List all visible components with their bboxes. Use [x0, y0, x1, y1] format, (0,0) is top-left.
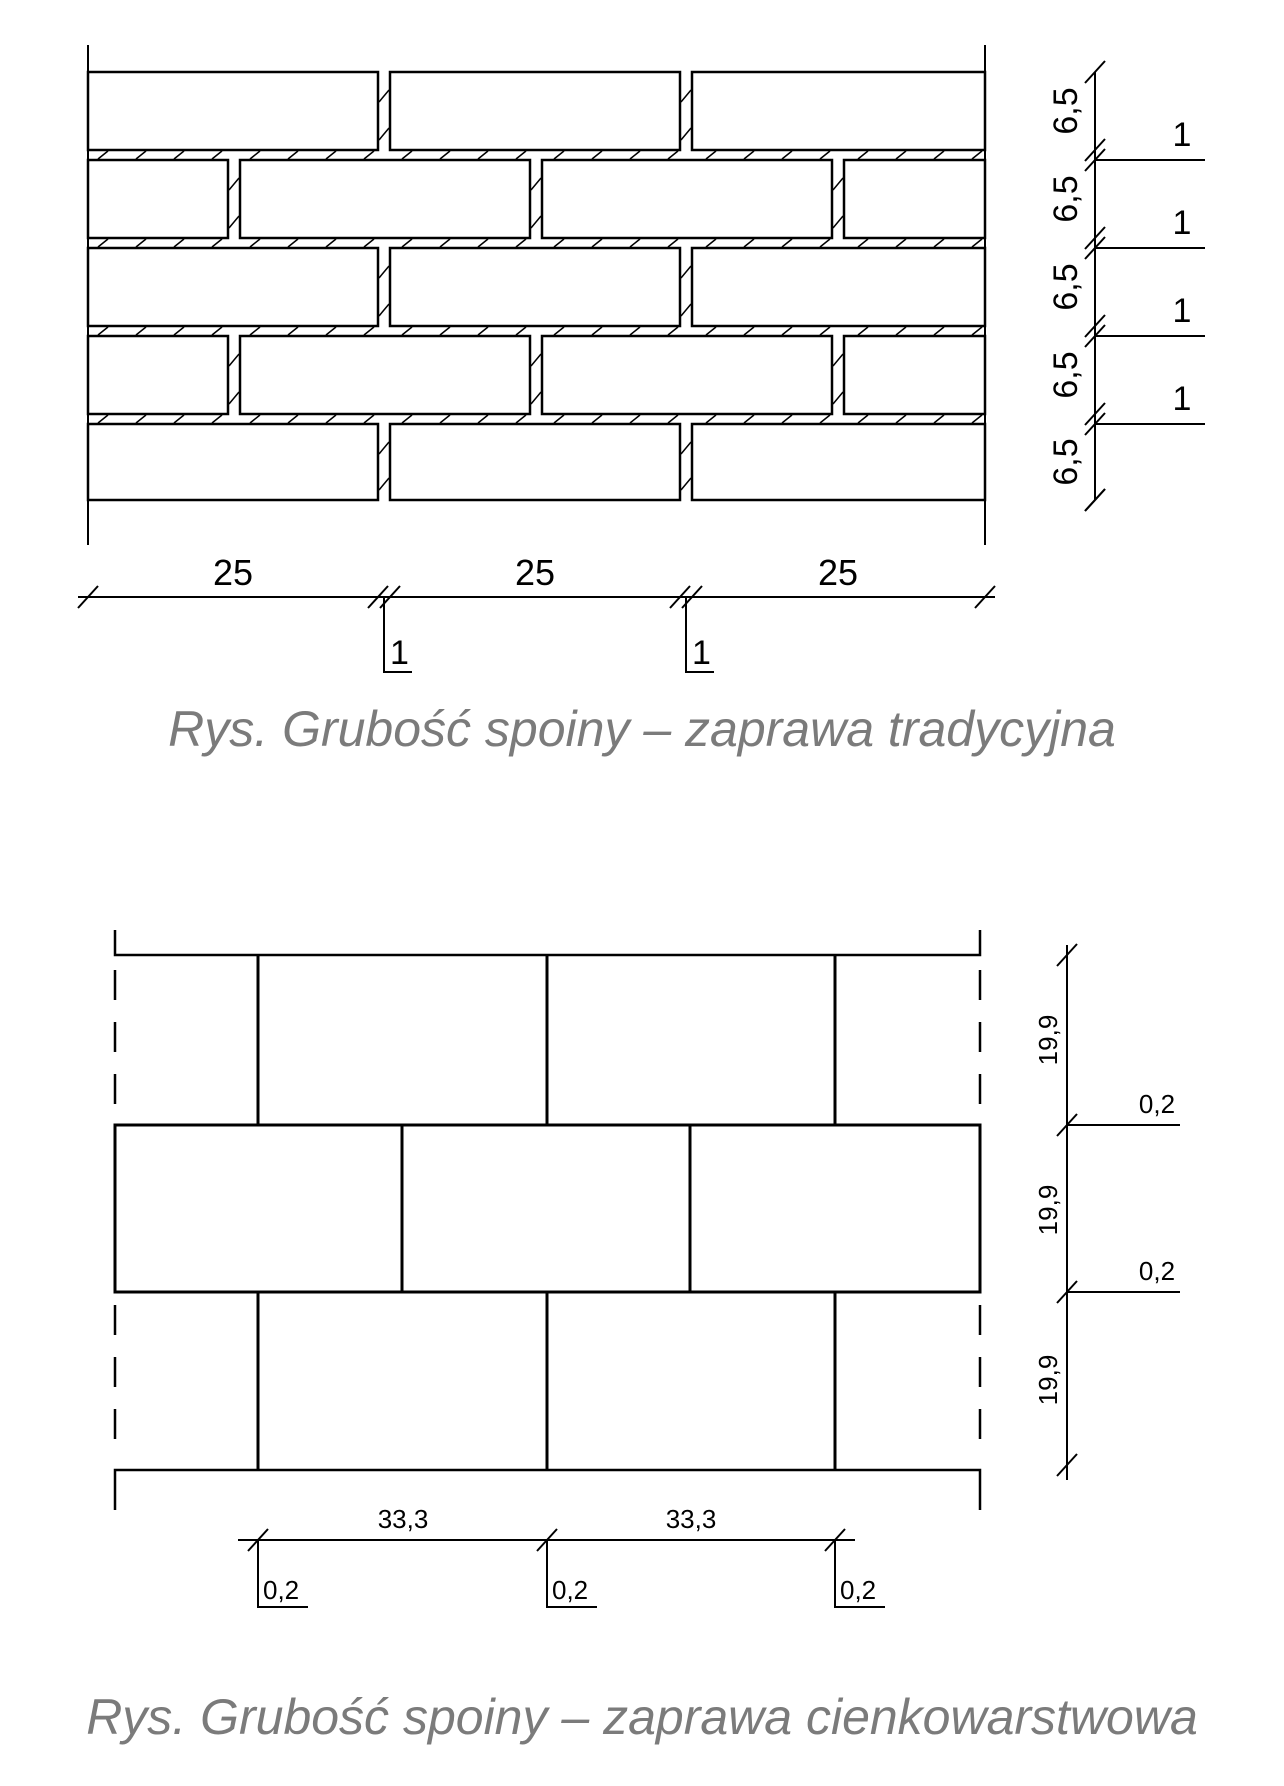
bed-joint-hatch [174, 151, 184, 159]
figure-traditional-mortar [0, 0, 1284, 780]
brick [390, 72, 680, 150]
bed-joint-hatch [820, 151, 830, 159]
head-joint-hatch [833, 354, 843, 366]
wall-bottom-edge [115, 1470, 980, 1510]
head-joint-hatch [531, 178, 541, 190]
bed-joint-hatch [706, 327, 716, 335]
bed-joint-hatch [972, 239, 982, 247]
joint-thickness-label: 1 [1172, 292, 1192, 330]
head-joint-hatch [681, 304, 691, 316]
bed-joint-hatch [554, 151, 564, 159]
bed-joint-hatch [478, 327, 488, 335]
bed-joint-hatch [934, 415, 944, 423]
bed-joint-hatch [820, 239, 830, 247]
bed-joint-hatch [744, 151, 754, 159]
bed-joint-hatch [820, 415, 830, 423]
block-length-label: 33,3 [377, 1504, 429, 1534]
bed-joint-hatch [896, 151, 906, 159]
bed-joint-hatch [98, 239, 108, 247]
bed-joint-hatch [668, 151, 678, 159]
block-course [115, 1125, 980, 1292]
bed-joint-hatch [554, 239, 564, 247]
bed-joint-hatch [326, 239, 336, 247]
block-height-label: 19,9 [1033, 1354, 1063, 1406]
bed-joint-hatch [744, 327, 754, 335]
bed-joint-hatch [136, 327, 146, 335]
bed-joint-hatch [972, 415, 982, 423]
brick [692, 424, 985, 500]
bed-joint-hatch [136, 415, 146, 423]
brick [390, 424, 680, 500]
bed-joint-hatch [592, 151, 602, 159]
bed-joint-hatch [706, 239, 716, 247]
bed-joint-hatch [516, 239, 526, 247]
head-joint-hatch [379, 266, 389, 278]
brick [844, 336, 985, 414]
bed-joint-hatch [554, 327, 564, 335]
bed-joint-hatch [782, 327, 792, 335]
brick-height-label: 6,5 [1047, 263, 1085, 311]
bed-joint-hatch [668, 327, 678, 335]
brick-height-label: 6,5 [1047, 351, 1085, 399]
joint-thickness-label: 1 [1172, 204, 1192, 242]
brick [692, 248, 985, 326]
brick-height-label: 6,5 [1047, 175, 1085, 223]
head-joint-hatch [229, 354, 239, 366]
bed-joint-hatch [744, 239, 754, 247]
bed-joint-hatch [630, 151, 640, 159]
brick-length-label: 25 [212, 552, 254, 593]
bed-joint-hatch [136, 151, 146, 159]
bed-joint-hatch [668, 415, 678, 423]
head-joint-hatch [229, 392, 239, 404]
bed-joint-hatch [706, 415, 716, 423]
brick-height-label: 6,5 [1047, 87, 1085, 135]
brick [390, 248, 680, 326]
bed-joint-hatch [858, 327, 868, 335]
bed-joint-hatch [98, 327, 108, 335]
bed-joint-hatch [516, 415, 526, 423]
bed-joint-hatch [288, 415, 298, 423]
bed-joint-hatch [364, 239, 374, 247]
bed-joint-hatch [554, 415, 564, 423]
bed-joint-hatch [934, 239, 944, 247]
bed-joint-hatch [402, 327, 412, 335]
bed-joint-hatch [592, 415, 602, 423]
head-joint-hatch [833, 216, 843, 228]
bed-joint-hatch [288, 327, 298, 335]
joint-thickness-label: 1 [390, 634, 409, 672]
head-joint-hatch [379, 128, 389, 140]
bed-joint-hatch [630, 415, 640, 423]
bed-joint-hatch [516, 151, 526, 159]
brick-length-label: 25 [514, 552, 556, 593]
brick [240, 160, 530, 238]
bed-joint-hatch [858, 151, 868, 159]
head-joint-hatch [379, 90, 389, 102]
joint-thickness-label: 1 [1172, 116, 1192, 154]
bed-joint-hatch [250, 415, 260, 423]
head-joint-hatch [681, 442, 691, 454]
brick [542, 336, 832, 414]
bed-joint-hatch [440, 151, 450, 159]
head-joint-hatch [379, 478, 389, 490]
wall-top-edge [115, 930, 980, 955]
bed-joint-hatch [972, 151, 982, 159]
bed-joint-hatch [896, 415, 906, 423]
brick [240, 336, 530, 414]
bed-joint-hatch [706, 151, 716, 159]
joint-thickness-label: 0,2 [1138, 1256, 1176, 1286]
bed-joint-hatch [288, 151, 298, 159]
bed-joint-hatch [592, 239, 602, 247]
joint-thickness-label: 0,2 [1138, 1089, 1176, 1119]
block-length-label: 33,3 [665, 1504, 717, 1534]
bed-joint-hatch [516, 327, 526, 335]
bed-joint-hatch [402, 415, 412, 423]
bed-joint-hatch [212, 239, 222, 247]
bed-joint-hatch [326, 415, 336, 423]
traditional-wall-drawing [0, 0, 1284, 700]
bed-joint-hatch [630, 327, 640, 335]
bed-joint-hatch [136, 239, 146, 247]
brick [844, 160, 985, 238]
bed-joint-hatch [98, 151, 108, 159]
bed-joint-hatch [250, 239, 260, 247]
head-joint-hatch [681, 90, 691, 102]
head-joint-hatch [531, 354, 541, 366]
bed-joint-hatch [478, 415, 488, 423]
joint-thickness-label: 1 [1172, 380, 1192, 418]
caption-thin-layer-mortar: Rys. Grubość spoiny – zaprawa cienkowarstwowa [86, 1689, 1198, 1745]
bed-joint-hatch [174, 415, 184, 423]
brick [88, 424, 378, 500]
joint-thickness-label: 0,2 [840, 1575, 877, 1605]
head-joint-hatch [833, 392, 843, 404]
bed-joint-hatch [212, 415, 222, 423]
brick-height-label: 6,5 [1047, 438, 1085, 486]
bed-joint-hatch [630, 239, 640, 247]
block-height-label: 19,9 [1033, 1184, 1063, 1236]
bed-joint-hatch [174, 239, 184, 247]
joint-thickness-label: 1 [692, 634, 711, 672]
bed-joint-hatch [326, 327, 336, 335]
bed-joint-hatch [896, 327, 906, 335]
bed-joint-hatch [364, 415, 374, 423]
brick [88, 336, 228, 414]
head-joint-hatch [531, 216, 541, 228]
head-joint-hatch [229, 178, 239, 190]
bed-joint-hatch [858, 415, 868, 423]
bed-joint-hatch [782, 415, 792, 423]
bed-joint-hatch [934, 151, 944, 159]
bed-joint-hatch [858, 239, 868, 247]
bed-joint-hatch [174, 327, 184, 335]
head-joint-hatch [681, 128, 691, 140]
head-joint-hatch [379, 442, 389, 454]
brick [542, 160, 832, 238]
bed-joint-hatch [326, 151, 336, 159]
bed-joint-hatch [402, 151, 412, 159]
bed-joint-hatch [972, 327, 982, 335]
brick [88, 160, 228, 238]
bed-joint-hatch [98, 415, 108, 423]
bed-joint-hatch [288, 239, 298, 247]
head-joint-hatch [833, 178, 843, 190]
bed-joint-hatch [212, 151, 222, 159]
bed-joint-hatch [478, 151, 488, 159]
brick [88, 248, 378, 326]
bed-joint-hatch [820, 327, 830, 335]
brick [88, 72, 378, 150]
thin-layer-wall-drawing [0, 900, 1284, 1620]
bed-joint-hatch [744, 415, 754, 423]
bed-joint-hatch [212, 327, 222, 335]
brick-length-label: 25 [817, 552, 859, 593]
bed-joint-hatch [782, 151, 792, 159]
bed-joint-hatch [782, 239, 792, 247]
brick [692, 72, 985, 150]
bed-joint-hatch [592, 327, 602, 335]
bed-joint-hatch [934, 327, 944, 335]
head-joint-hatch [681, 266, 691, 278]
bed-joint-hatch [440, 327, 450, 335]
head-joint-hatch [379, 304, 389, 316]
caption-traditional-mortar: Rys. Grubość spoiny – zaprawa tradycyjna [168, 701, 1116, 757]
figure-thin-layer-mortar [0, 900, 1284, 1786]
bed-joint-hatch [250, 151, 260, 159]
bed-joint-hatch [440, 239, 450, 247]
bed-joint-hatch [440, 415, 450, 423]
bed-joint-hatch [364, 151, 374, 159]
bed-joint-hatch [896, 239, 906, 247]
bed-joint-hatch [668, 239, 678, 247]
bed-joint-hatch [402, 239, 412, 247]
joint-thickness-label: 0,2 [263, 1575, 300, 1605]
joint-thickness-label: 0,2 [552, 1575, 589, 1605]
head-joint-hatch [531, 392, 541, 404]
bed-joint-hatch [250, 327, 260, 335]
block-height-label: 19,9 [1033, 1014, 1063, 1066]
bed-joint-hatch [478, 239, 488, 247]
head-joint-hatch [229, 216, 239, 228]
bed-joint-hatch [364, 327, 374, 335]
head-joint-hatch [681, 478, 691, 490]
